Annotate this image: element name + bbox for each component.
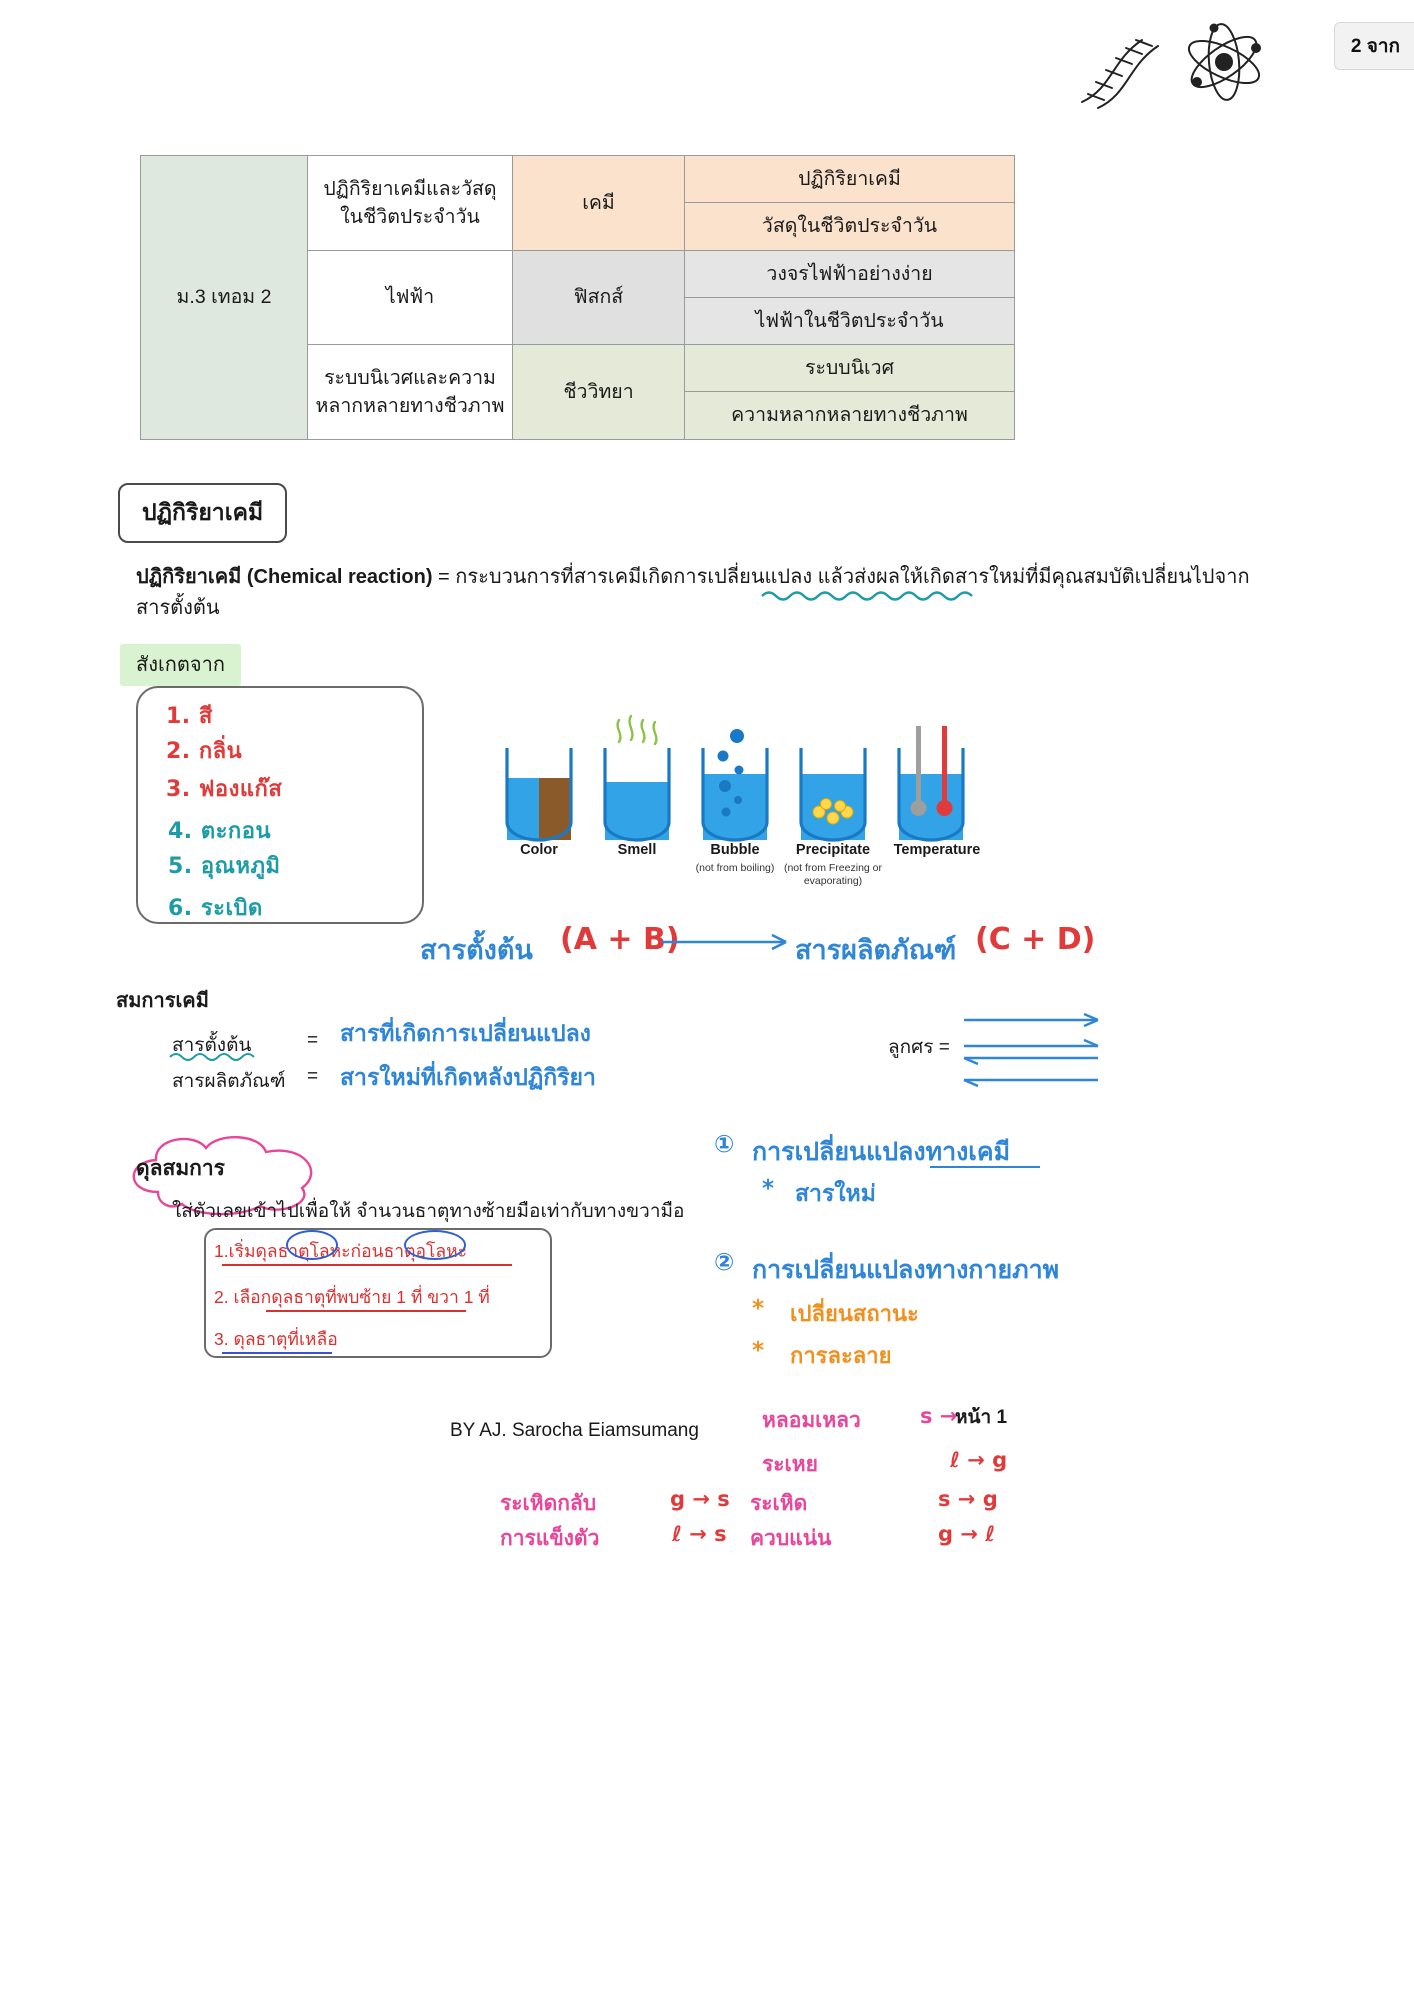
beaker-label: Precipitate bbox=[795, 842, 871, 858]
step1-underline bbox=[222, 1264, 512, 1266]
phase-note-label: ระเหย bbox=[762, 1452, 818, 1476]
reaction-arrow-icon bbox=[660, 930, 800, 954]
note-2-title: การเปลี่ยนแปลงทางกายภาพ bbox=[752, 1255, 1060, 1284]
science-doodles bbox=[1064, 10, 1294, 120]
definition-paragraph bbox=[136, 562, 1266, 624]
note-1-bullet: * bbox=[762, 1176, 775, 1202]
note-2-bullet-2: * bbox=[752, 1338, 765, 1364]
balance-step: 3. ดุลธาตุที่เหลือ bbox=[214, 1329, 338, 1349]
squiggle-underline-icon bbox=[760, 588, 990, 602]
beaker-label: Color bbox=[520, 842, 558, 858]
topic-cell-phys: ไฟฟ้า bbox=[308, 250, 513, 345]
balance-step: 2. เลือกดุลธาตุที่พบซ้าย 1 ที่ ขวา 1 ที่ bbox=[214, 1287, 490, 1307]
section-title-chip: ปฏิกิริยาเคมี bbox=[118, 483, 287, 543]
list-item: 5. อุณหภูมิ bbox=[168, 854, 281, 879]
detail-cell: ไฟฟ้าในชีวิตประจำวัน bbox=[685, 297, 1015, 344]
phase-note-arrow: ℓ → s bbox=[672, 1522, 727, 1546]
list-item: 1. สี bbox=[166, 704, 213, 729]
beaker-label: Bubble bbox=[710, 842, 760, 858]
arrow-legend-label: ลูกศร = bbox=[888, 1037, 950, 1058]
page-number: หน้า 1 bbox=[955, 1407, 1008, 1428]
phase-note-label: ระเหิดกลับ bbox=[500, 1491, 597, 1515]
observe-chip: สังเกตจาก bbox=[120, 644, 241, 686]
subject-cell-chem: เคมี bbox=[513, 156, 685, 251]
balance-description: ใส่ตัวเลขเข้าไปเพื่อให้ จำนวนธาตุทางซ้ายมือเท่ากับทางขวามือ bbox=[172, 1201, 685, 1222]
phase-note-label: การแข็งตัว bbox=[500, 1526, 600, 1550]
phase-note-arrow: ℓ → g bbox=[950, 1448, 1008, 1472]
definition-body: = กระบวนการที่สารเคมีเกิดการเปลี่ยนแปลง แล้วส่งผลให้เกิดสารใหม่ที่มีคุณสมบัติเปลี่ยนไปจากสารตั้งต้น bbox=[136, 566, 1250, 619]
phase-note-label: ควบแน่น bbox=[750, 1526, 832, 1550]
squiggle-underline-icon bbox=[168, 1048, 260, 1058]
arrow-legend-icons bbox=[960, 1008, 1120, 1096]
page-badge: 2 จาก bbox=[1334, 22, 1414, 70]
step2-underline bbox=[266, 1310, 466, 1312]
list-item: 2. กลิ่น bbox=[166, 739, 243, 764]
topic-cell-chem: ปฏิกิริยาเคมีและวัสดุในชีวิตประจำวัน bbox=[308, 156, 513, 251]
phase-note-label: ระเหิด bbox=[750, 1491, 808, 1515]
note-2-bullet-1: * bbox=[752, 1296, 765, 1322]
equation-row2-equals: = bbox=[307, 1066, 319, 1087]
phase-note-arrow: g → ℓ bbox=[938, 1522, 996, 1546]
reaction-reactant-label: สารตั้งต้น bbox=[420, 935, 533, 966]
note-2-subtext-2: การละลาย bbox=[790, 1344, 892, 1369]
reaction-product-label: สารผลิตภัณฑ์ bbox=[795, 935, 957, 966]
note-1-subtext: สารใหม่ bbox=[795, 1181, 876, 1207]
term-cell: ม.3 เทอม 2 bbox=[141, 156, 308, 440]
note-1-number: ① bbox=[714, 1130, 735, 1158]
detail-cell: ความหลากหลายทางชีวภาพ bbox=[685, 392, 1015, 439]
circle-annotation bbox=[404, 1230, 466, 1260]
equation-row2-label: สารผลิตภัณฑ์ bbox=[172, 1071, 286, 1092]
definition-term: ปฏิกิริยาเคมี (Chemical reaction) bbox=[136, 566, 433, 588]
equation-section-title: สมการเคมี bbox=[116, 990, 209, 1012]
equation-row1-handwriting: สารที่เกิดการเปลี่ยนแปลง bbox=[340, 1021, 591, 1047]
detail-cell: ปฏิกิริยาเคมี bbox=[685, 156, 1015, 203]
curriculum-table bbox=[140, 155, 1015, 440]
subject-cell-bio: ชีววิทยา bbox=[513, 345, 685, 440]
balance-section-title: ดุลสมการ bbox=[136, 1157, 225, 1180]
beaker-sublabel: (not from Freezing or evaporating) bbox=[783, 862, 883, 888]
reaction-reactant-formula: (A + B) bbox=[560, 922, 680, 957]
beaker-sublabel: (not from boiling) bbox=[695, 862, 775, 874]
detail-cell: วัสดุในชีวิตประจำวัน bbox=[685, 203, 1015, 250]
beaker-label: Smell bbox=[617, 842, 657, 858]
note-1-title: การเปลี่ยนแปลงทางเคมี bbox=[752, 1137, 1011, 1166]
byline: BY AJ. Sarocha Eiamsumang bbox=[450, 1420, 699, 1441]
topic-cell-bio: ระบบนิเวศและความหลากหลายทางชีวภาพ bbox=[308, 345, 513, 440]
step3-underline bbox=[222, 1352, 332, 1354]
phase-note-arrow: s → g bbox=[938, 1487, 998, 1511]
equation-row2-handwriting: สารใหม่ที่เกิดหลังปฏิกิริยา bbox=[340, 1065, 596, 1091]
circle-annotation bbox=[286, 1230, 338, 1260]
list-item: 3. ฟองแก๊ส bbox=[166, 777, 283, 802]
table-row bbox=[141, 156, 1015, 203]
phase-note-arrow: s → bbox=[920, 1404, 958, 1428]
beaker-label: Temperature bbox=[893, 842, 981, 858]
detail-cell: ระบบนิเวศ bbox=[685, 345, 1015, 392]
subject-cell-phys: ฟิสกส์ bbox=[513, 250, 685, 345]
list-item: 4. ตะกอน bbox=[168, 819, 271, 844]
phase-note-label: หลอมเหลว bbox=[762, 1408, 861, 1432]
balance-step: 1.เริ่มดุลธาตุโลหะก่อนธาตุอโลหะ bbox=[214, 1241, 468, 1261]
reaction-product-formula: (C + D) bbox=[975, 922, 1096, 957]
list-item: 6. ระเบิด bbox=[168, 896, 263, 921]
detail-cell: วงจรไฟฟ้าอย่างง่าย bbox=[685, 250, 1015, 297]
phase-note-arrow: g → s bbox=[670, 1487, 730, 1511]
equation-row1-label: สารตั้งต้น bbox=[172, 1035, 252, 1056]
note-1-underline bbox=[930, 1166, 1040, 1168]
note-2-subtext-1: เปลี่ยนสถานะ bbox=[790, 1302, 919, 1327]
equation-row1-equals: = bbox=[307, 1030, 319, 1051]
note-2-number: ② bbox=[714, 1248, 735, 1276]
beaker-labels bbox=[495, 840, 995, 900]
